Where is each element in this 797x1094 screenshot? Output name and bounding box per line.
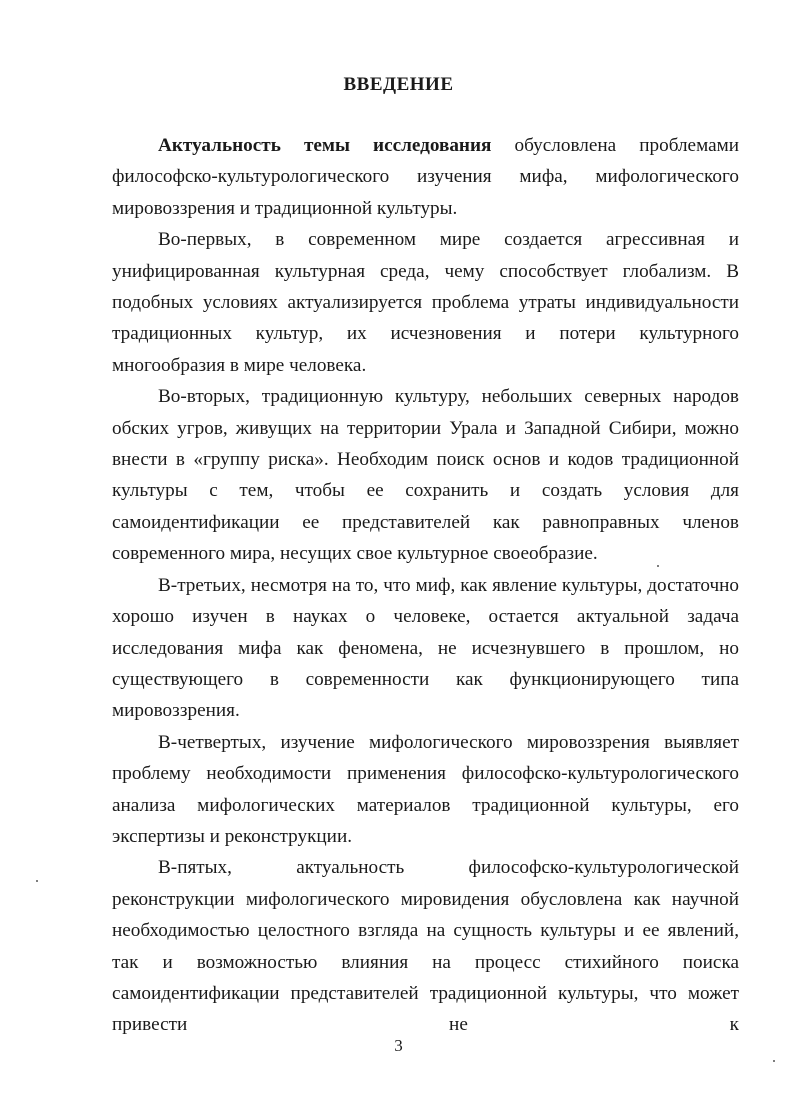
paragraph-second: Во-вторых, традиционную культуру, небольших северных народов обских угров, живущих на территории Урала и Западной Сибири, можно внести в «группу риска». Необходим поиск основ и кодов традиционной культуры с тем, чтобы ее сохранить и создать условия для самоидентификации ее представителей как равноправных членов современного мира, несущих свое культурное своеобразие. [112, 386, 739, 565]
paragraph-fourth: В-четвертых, изучение мифологического мировоззрения выявляет проблему необходимости применения философско-культурологического анализа мифологических материалов традиционной культуры, его экспертизы и реконструкции. [112, 731, 739, 847]
page-number: 3 [394, 1036, 403, 1055]
paragraph-relevance [112, 130, 739, 224]
scan-speck [657, 565, 659, 567]
scan-speck [773, 1060, 775, 1062]
body-text [112, 130, 739, 1041]
lead-phrase: Актуальность темы исследования [158, 135, 492, 156]
scan-speck [36, 880, 38, 882]
paragraph-relevance-text: обусловлена проблемами философско-культурологического изучения мифа, мифологического мировоззрения и традиционной культуры. [112, 135, 740, 219]
paragraph-third: В-третьих, несмотря на то, что миф, как явление культуры, достаточно хорошо изучен в науках о человеке, остается актуальной задача исследования мифа как феномена, не исчезнувшего в прошлом, но существующего в современности как функционирующего типа мировоззрения. [112, 574, 739, 722]
paragraph-fifth: В-пятых, актуальность философско-культурологической реконструкции мифологического мировидения обусловлена как научной необходимостью целостного взгляда на сущность культуры и ее явлений, так и возможностью влияния на процесс стихийного поиска самоидентификации представителей традиционной культуры, что может привести не к [112, 857, 739, 1036]
section-heading: ВВЕДЕНИЕ [343, 74, 454, 95]
paragraph-first: Во-первых, в современном мире создается агрессивная и унифицированная культурная среда, чему способствует глобализм. В подобных условиях актуализируется проблема утраты индивидуальности традиционных культур, их исчезновения и потери культурного многообразия в мире человека. [112, 229, 739, 376]
